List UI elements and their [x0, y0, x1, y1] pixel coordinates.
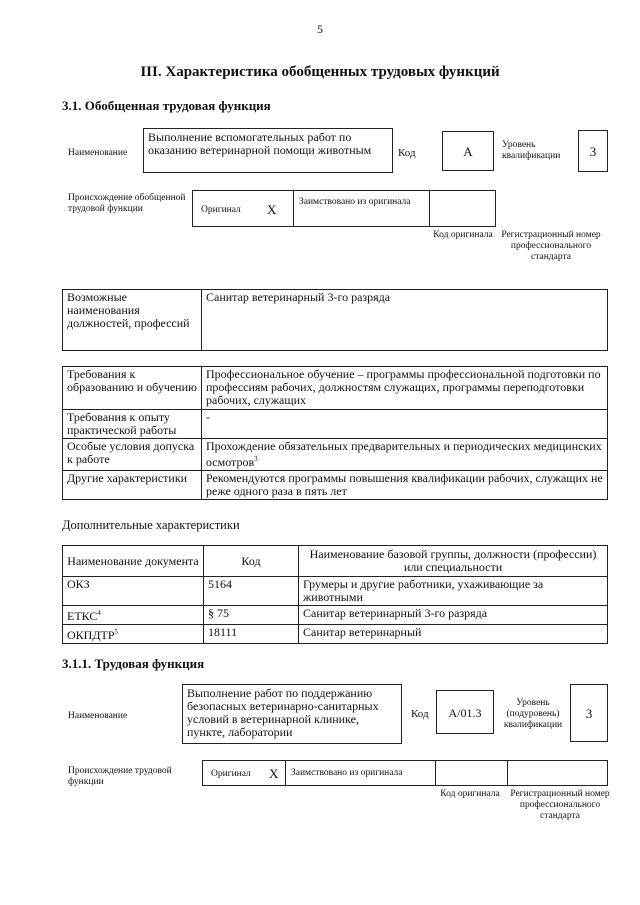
gtf-origin-label: Происхождение обобщенной трудовой функции	[68, 193, 186, 214]
col-header-name: Наименование базовой группы, должности (профессии) или специальности	[299, 546, 608, 577]
table-header-row	[63, 546, 608, 577]
doc-name: ОКПДТР	[67, 628, 115, 642]
table-row	[63, 606, 608, 625]
gtf-original-mark: X	[267, 202, 277, 217]
gtf-reg-number-label: Регистрационный номер профессионального стандарта	[501, 230, 601, 262]
name-cell: Санитар ветеринарный 3-го разряда	[299, 606, 608, 625]
col-header-code: Код	[204, 546, 299, 577]
divider	[285, 761, 286, 785]
req-experience-value: -	[202, 410, 608, 439]
tf-level-label: Уровень (подуровень) квалификации	[503, 698, 563, 730]
code-cell: § 75	[204, 606, 299, 625]
tf-original-label: Оригинал	[211, 769, 251, 779]
tf-origin-table	[202, 760, 608, 786]
tf-name-value: Выполнение работ по поддержанию безопасных ветеринарно-санитарных условий в ветеринарной клинике, пункте, лаборатории	[182, 684, 402, 744]
doc-name: ЕТКС	[67, 609, 98, 623]
additional-table	[62, 545, 608, 644]
gtf-code-original-label: Код оригинала	[433, 230, 493, 240]
tf-reg-number-label: Регистрационный номер профессионального стандарта	[510, 789, 610, 821]
req-education-label: Требования к образованию и обучению	[63, 367, 202, 410]
doc-cell	[63, 606, 204, 625]
tf-code-value: А/01.3	[436, 690, 494, 734]
req-other-value: Рекомендуются программы повышения квалификации рабочих, служащих не реже одного раза в пять лет	[202, 471, 608, 500]
gtf-original-label: Оригинал	[201, 205, 241, 215]
col-header-document: Наименование документа	[63, 546, 204, 577]
gtf-borrowed-label: Заимствовано из оригинала	[299, 197, 411, 207]
tf-code-original-label: Код оригинала	[440, 789, 500, 799]
table-row	[63, 410, 608, 439]
footnote-marker: 4	[97, 609, 101, 617]
req-education-value: Профессиональное обучение – программы профессиональной подготовки по профессиям рабочих, должностям служащих, программы переподготовки рабочих, служащих	[202, 367, 608, 410]
table-row	[63, 471, 608, 500]
req-other-label: Другие характеристики	[63, 471, 202, 500]
req-conditions-label: Особые условия допуска к работе	[63, 439, 202, 471]
tf-level-value: 3	[570, 684, 608, 742]
positions-value: Санитар ветеринарный 3-го разряда	[202, 290, 608, 351]
name-cell: Санитар ветеринарный	[299, 625, 608, 644]
tf-heading: 3.1.1. Трудовая функция	[62, 656, 205, 671]
requirements-table	[62, 366, 608, 500]
footnote-marker: 5	[114, 628, 119, 636]
tf-original-mark: X	[269, 766, 279, 781]
divider	[507, 761, 508, 785]
gtf-origin-table	[192, 190, 496, 227]
code-cell: 18111	[204, 625, 299, 644]
table-row	[63, 625, 608, 644]
section-title: III. Характеристика обобщенных трудовых функций	[140, 64, 500, 80]
name-cell: Грумеры и другие работники, ухаживающие за животными	[299, 577, 608, 606]
gtf-code-label: Код	[398, 147, 416, 159]
gtf-code-value: А	[442, 131, 494, 171]
tf-borrowed-label: Заимствовано из оригинала	[291, 768, 403, 778]
divider	[293, 191, 294, 226]
gtf-level-value: 3	[578, 130, 608, 172]
table-row	[63, 439, 608, 471]
gtf-name-value: Выполнение вспомогательных работ по оказанию ветеринарной помощи животным	[143, 128, 393, 173]
req-conditions-cell	[202, 439, 608, 471]
additional-title: Дополнительные характеристики	[62, 518, 240, 532]
gtf-heading: 3.1. Обобщенная трудовая функция	[62, 98, 271, 113]
table-row	[63, 577, 608, 606]
table-row	[63, 290, 608, 351]
positions-label: Возможные наименования должностей, профессий	[63, 290, 202, 351]
doc-cell	[63, 577, 204, 606]
code-cell: 5164	[204, 577, 299, 606]
doc-cell	[63, 625, 204, 644]
doc-name: ОКЗ	[67, 577, 90, 591]
page-number: 5	[317, 22, 323, 36]
tf-name-label: Наименование	[68, 711, 128, 721]
gtf-level-label: Уровень квалификации	[502, 140, 561, 161]
tf-origin-label: Происхождение трудовой функции	[68, 766, 172, 787]
divider	[435, 761, 436, 785]
table-row	[63, 367, 608, 410]
req-conditions-value: Прохождение обязательных предварительных и периодических медицинских осмотров	[206, 439, 602, 469]
divider	[429, 191, 430, 226]
positions-table	[62, 289, 608, 351]
tf-code-label: Код	[411, 708, 429, 720]
req-experience-label: Требования к опыту практической работы	[63, 410, 202, 439]
gtf-name-label: Наименование	[68, 148, 128, 158]
footnote-marker: 3	[254, 455, 258, 463]
